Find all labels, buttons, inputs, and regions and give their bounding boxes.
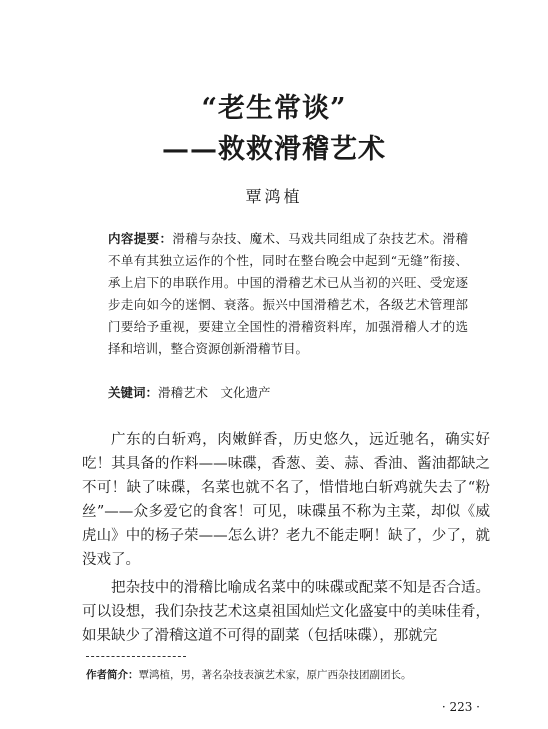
author-footnote [86,668,506,682]
page-number: · 223 · [441,700,480,714]
keywords [108,382,468,404]
footnote-text: 覃鸿植，男，著名杂技表演艺术家，原广西杂技团副团长。 [138,669,412,681]
keywords-label: 关键词： [108,385,159,400]
keywords-text: 滑稽艺术 文化遗产 [158,385,271,400]
article-title-line-2: ——救救滑稽艺术 [162,134,386,165]
article-author: 覃鸿植 [245,187,303,206]
body-paragraph-2: 把杂技中的滑稽比喻成名菜中的味碟或配菜不知是否合适。可以设想，我们杂技艺术这桌祖国灿烂文化盛宴中的美味佳肴，如果缺少了滑稽这道不可得的副菜（包括味碟），那就完 [82,580,490,644]
footnote-divider [86,656,186,657]
article-title-line-1: “老生常谈” [201,93,347,124]
abstract-label: 内容提要： [108,231,173,246]
footnote-label: 作者简介： [86,669,139,681]
abstract [108,228,468,360]
abstract-text: 滑稽与杂技、魔术、马戏共同组成了杂技艺术。滑稽不单有其独立运作的个性，同时在整台晚会中起到“无缝”衔接、承上启下的串联作用。中国的滑稽艺术已从当初的兴旺、受宠逐步走向如今的迷惘、衰落。振兴中国滑稽艺术，各级艺术管理部门要给予重视，要建立全国性的滑稽资料库，加强滑稽人才的选择和培训，整合资源创新滑稽节目。 [108,231,468,356]
body-paragraph-1: 广东的白斩鸡，肉嫩鲜香，历史悠久，远近驰名，确实好吃！其具备的作料——味碟，香葱、姜、蒜、香油、酱油都缺之不可！缺了味碟，名菜也就不名了，惜惜地白斩鸡就失去了“粉丝”——众多爱它的食客！可见，味碟虽不称为主菜，却似《威虎山》中的杨子荣——怎么讲？老九不能走啊！缺了，少了，就没戏了。 [82,432,490,568]
